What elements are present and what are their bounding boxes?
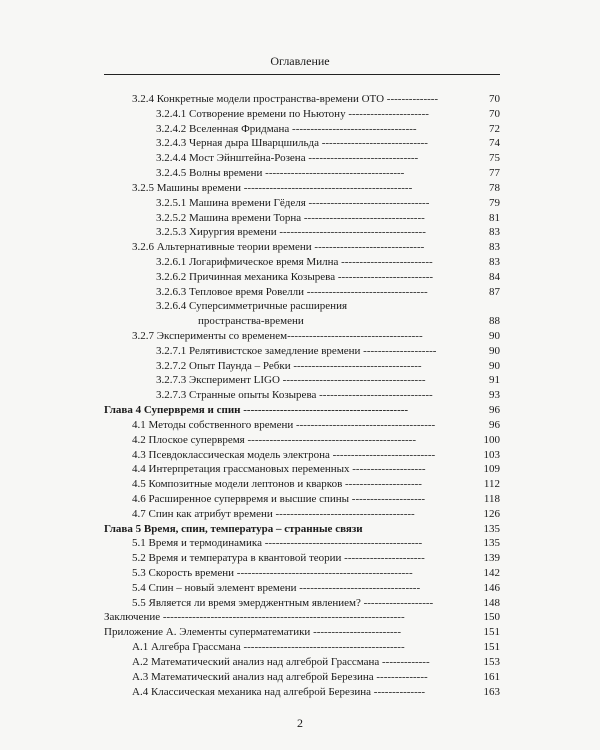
- toc-entry: [104, 655, 500, 670]
- toc-entry-title-line: 3.2.5.1 Машина времени Гёделя ---------------------------------: [156, 196, 430, 209]
- toc-entry-title: [104, 610, 470, 625]
- toc-entry-title: [156, 196, 470, 211]
- toc-entry-page: 135: [483, 522, 500, 535]
- toc-entry-title-line: Глава 5 Время, спин, температура – странные связи: [104, 522, 363, 535]
- toc-entry-page: 83: [489, 255, 500, 268]
- toc-entry: [104, 151, 500, 166]
- toc-entry-title-line: 3.2.7.3 Странные опыты Козырева -------------------------------: [156, 389, 433, 402]
- toc-entry-title-line: 5.2 Время и температура в квантовой теории ----------------------: [132, 552, 425, 565]
- toc-entry: [104, 270, 500, 285]
- toc-entry-page: 161: [483, 670, 500, 683]
- toc-entry-page: 70: [489, 93, 500, 105]
- toc-entry: [104, 418, 500, 433]
- toc-entry-title-line: 4.3 Псевдоклассическая модель электрона ----------------------------: [132, 448, 436, 461]
- toc-entry: [104, 625, 500, 640]
- toc-entry: [104, 507, 500, 522]
- toc-entry-title-line: 3.2.4.5 Волны времени --------------------------------------: [156, 167, 405, 180]
- toc-entry-title-line: Приложение А. Элементы суперматематики ------------------------: [104, 626, 401, 639]
- toc-entry-title-line: 4.7 Спин как атрибут времени --------------------------------------: [132, 507, 415, 520]
- toc-entry-page: 146: [483, 581, 500, 594]
- toc-entry-title: [156, 388, 470, 403]
- toc-entry-page: 87: [489, 285, 500, 298]
- toc-entry: [104, 640, 500, 655]
- toc-entry-page: 79: [489, 196, 500, 209]
- toc-entry-page: 126: [483, 507, 500, 520]
- toc-entry: [104, 448, 500, 463]
- toc-entry: [104, 373, 500, 388]
- toc-entry: [104, 240, 500, 255]
- toc-entry-title: [132, 507, 470, 522]
- toc-entry-title: [132, 240, 470, 255]
- toc-entry-page: 84: [489, 270, 500, 283]
- header-rule: [104, 74, 500, 75]
- toc-entry-title: [104, 403, 470, 418]
- toc-entry-title: [156, 359, 470, 374]
- toc-entry: [104, 492, 500, 507]
- toc-entry-title-line: 3.2.6.4 Суперсимметричные расширения: [156, 300, 348, 313]
- toc-entry-title-line: 5.4 Спин – новый элемент времени ---------------------------------: [132, 581, 421, 594]
- toc-entry-page: 88: [489, 315, 500, 328]
- toc-entry-title-line: 4.5 Композитные модели лептонов и кварков ---------------------: [132, 478, 422, 491]
- toc-entry-page: 83: [489, 241, 500, 254]
- toc-entry: [104, 536, 500, 551]
- toc-entry-title: [156, 151, 470, 166]
- toc-entry: [104, 329, 500, 344]
- toc-entry-title: [156, 166, 470, 181]
- toc-entry-page: 78: [489, 181, 500, 194]
- toc-entry-title: [156, 122, 470, 137]
- toc-entry-page: 90: [489, 344, 500, 357]
- toc-entry-page: 90: [489, 359, 500, 372]
- toc-entry-title-line: 3.2.7.2 Опыт Паунда – Ребки -----------------------------------: [156, 359, 422, 372]
- toc-entry-title: [132, 181, 470, 196]
- toc-entry-title-line: А.2 Математический анализ над алгеброй Грассмана -------------: [132, 655, 430, 668]
- toc-entry-page: 74: [489, 137, 500, 150]
- toc-entry-page: 83: [489, 226, 500, 239]
- toc-entry-title: [156, 255, 470, 270]
- toc-entry: [104, 388, 500, 403]
- toc-entry: [104, 181, 500, 196]
- toc-entry: [104, 433, 500, 448]
- toc-entry: [104, 670, 500, 685]
- toc-entry-title: [156, 285, 470, 300]
- toc-entry-title: [132, 477, 470, 492]
- toc-entry-page: 151: [483, 641, 500, 654]
- toc-entry-page: 163: [483, 685, 500, 698]
- toc-entry: [104, 477, 500, 492]
- toc-entry: [104, 610, 500, 625]
- toc-entry-title: [132, 92, 470, 107]
- toc-entry-title: [156, 373, 470, 388]
- toc-entry-title: [132, 492, 470, 507]
- toc-entry: [104, 255, 500, 270]
- toc-entry-title-line: А.3 Математический анализ над алгеброй Березина --------------: [132, 670, 428, 683]
- toc-entry-title-line: 3.2.7.1 Релятивистское замедление времени --------------------: [156, 344, 437, 357]
- toc-entry-title: [156, 211, 470, 226]
- toc-entry-title-line: 3.2.5 Машины времени ----------------------------------------------: [132, 181, 413, 194]
- toc-entry: [104, 344, 500, 359]
- toc-entry-title-line: Глава 4 Супервремя и спин ---------------------------------------------: [104, 404, 409, 417]
- toc-entry-title: [132, 581, 470, 596]
- toc-entry-title-line: 3.2.4.2 Вселенная Фридмана ----------------------------------: [156, 122, 417, 135]
- toc-entry: [104, 299, 500, 329]
- table-of-contents: [104, 92, 500, 699]
- toc-entry-title-line: А.1 Алгебра Грассмана --------------------------------------------: [132, 641, 405, 654]
- toc-entry-title: [104, 522, 470, 537]
- toc-entry-title-line: 5.3 Скорость времени ------------------------------------------------: [132, 567, 413, 579]
- toc-entry: [104, 551, 500, 566]
- toc-entry-title-line: А.4 Классическая механика над алгеброй Березина --------------: [132, 685, 426, 698]
- toc-entry-title-line: 3.2.4.4 Мост Эйнштейна-Розена ------------------------------: [156, 152, 419, 165]
- toc-entry-page: 139: [483, 552, 500, 565]
- toc-entry-page: 81: [489, 211, 500, 224]
- toc-entry-page: 109: [483, 463, 500, 476]
- toc-entry-page: 142: [483, 567, 500, 579]
- toc-entry: [104, 566, 500, 581]
- toc-entry-page: 96: [489, 404, 500, 417]
- toc-entry: [104, 107, 500, 122]
- toc-entry-title: [132, 551, 470, 566]
- toc-entry-title: [132, 536, 470, 551]
- toc-entry-page: 70: [489, 107, 500, 120]
- toc-entry-page: 96: [489, 418, 500, 431]
- toc-entry-page: 135: [483, 537, 500, 550]
- toc-entry-title: [156, 107, 470, 122]
- toc-entry-page: 72: [489, 122, 500, 135]
- toc-entry-title-line: 3.2.5.2 Машина времени Торна ---------------------------------: [156, 211, 425, 224]
- toc-entry: [104, 285, 500, 300]
- toc-entry-title: [104, 625, 470, 640]
- toc-entry-title-line: 4.6 Расширенное супервремя и высшие спины --------------------: [132, 492, 426, 505]
- toc-entry: [104, 166, 500, 181]
- toc-entry: [104, 596, 500, 611]
- toc-entry-title-line: 3.2.4 Конкретные модели пространства-времени ОТО --------------: [132, 93, 439, 105]
- toc-entry: [104, 92, 500, 107]
- page-number: 2: [297, 716, 303, 730]
- toc-entry-title: [156, 270, 470, 285]
- toc-entry: [104, 211, 500, 226]
- toc-entry-page: 103: [483, 448, 500, 461]
- toc-entry: [104, 196, 500, 211]
- toc-entry: [104, 136, 500, 151]
- toc-entry: [104, 581, 500, 596]
- toc-entry-title-line: 5.5 Является ли время эмерджентным явлением? -------------------: [132, 596, 434, 609]
- toc-entry: [104, 359, 500, 374]
- toc-entry-title: [132, 418, 470, 433]
- toc-entry: [104, 403, 500, 418]
- toc-entry-page: 91: [489, 374, 500, 387]
- toc-entry-page: 153: [483, 655, 500, 668]
- toc-entry: [104, 522, 500, 537]
- toc-entry-title: [156, 225, 470, 240]
- toc-entry-title-line: 3.2.6.1 Логарифмическое время Милна -------------------------: [156, 255, 433, 268]
- toc-entry: [104, 462, 500, 477]
- toc-entry-page: 150: [483, 611, 500, 624]
- toc-entry-title: [132, 462, 470, 477]
- toc-entry-title-line: 3.2.6.3 Тепловое время Ровелли ---------------------------------: [156, 285, 428, 298]
- toc-entry-title: [132, 433, 470, 448]
- toc-entry-title-line: Заключение ------------------------------------------------------------------: [104, 611, 405, 624]
- toc-entry-title-line: 3.2.5.3 Хирургия времени ----------------------------------------: [156, 226, 426, 239]
- toc-entry-title: [132, 566, 470, 581]
- toc-entry-title-line: 3.2.4.1 Сотворение времени по Ньютону ----------------------: [156, 107, 429, 120]
- toc-entry-title: [132, 655, 470, 670]
- toc-entry-page: 148: [483, 596, 500, 609]
- toc-entry-page: 151: [483, 626, 500, 639]
- toc-entry-page: 75: [489, 152, 500, 165]
- toc-entry-title-line: 4.1 Методы собственного времени --------------------------------------: [132, 418, 436, 431]
- toc-entry: [104, 225, 500, 240]
- toc-entry-title: [132, 685, 470, 700]
- toc-entry-page: 112: [483, 478, 500, 491]
- toc-entry-title-line: 3.2.7 Эксперименты со временем-------------------------------------: [132, 330, 423, 342]
- toc-entry-title-line: пространства-времени: [198, 315, 304, 328]
- toc-entry-title-line: 3.2.6 Альтернативные теории времени ------------------------------: [132, 241, 425, 254]
- toc-entry-title: [156, 299, 470, 329]
- toc-entry-title: [132, 670, 470, 685]
- toc-entry-page: 100: [483, 433, 500, 446]
- toc-entry-title: [156, 136, 470, 151]
- toc-entry-title-line: 4.4 Интерпретация грассмановых переменных --------------------: [132, 463, 426, 476]
- toc-entry-title-line: 5.1 Время и термодинамика -------------------------------------------: [132, 537, 423, 550]
- toc-entry-page: 90: [489, 330, 500, 342]
- toc-entry-title: [156, 344, 470, 359]
- toc-entry: [104, 122, 500, 137]
- toc-entry-page: 118: [483, 492, 500, 505]
- toc-entry-title: [132, 448, 470, 463]
- toc-entry-page: 77: [489, 167, 500, 180]
- toc-entry-page: 93: [489, 389, 500, 402]
- toc-entry-title-line: 4.2 Плоское супервремя ----------------------------------------------: [132, 433, 416, 446]
- toc-entry: [104, 685, 500, 700]
- toc-entry-title: [132, 329, 470, 344]
- toc-entry-title-line: 3.2.4.3 Черная дыра Шварцшильда -----------------------------: [156, 137, 428, 150]
- page-header-title: Оглавление: [270, 54, 330, 68]
- toc-entry-title: [132, 640, 470, 655]
- toc-entry-title-line: 3.2.6.2 Причинная механика Козырева --------------------------: [156, 270, 434, 283]
- toc-entry-title-line: 3.2.7.3 Эксперимент LIGO ---------------------------------------: [156, 374, 426, 387]
- toc-entry-title: [132, 596, 470, 611]
